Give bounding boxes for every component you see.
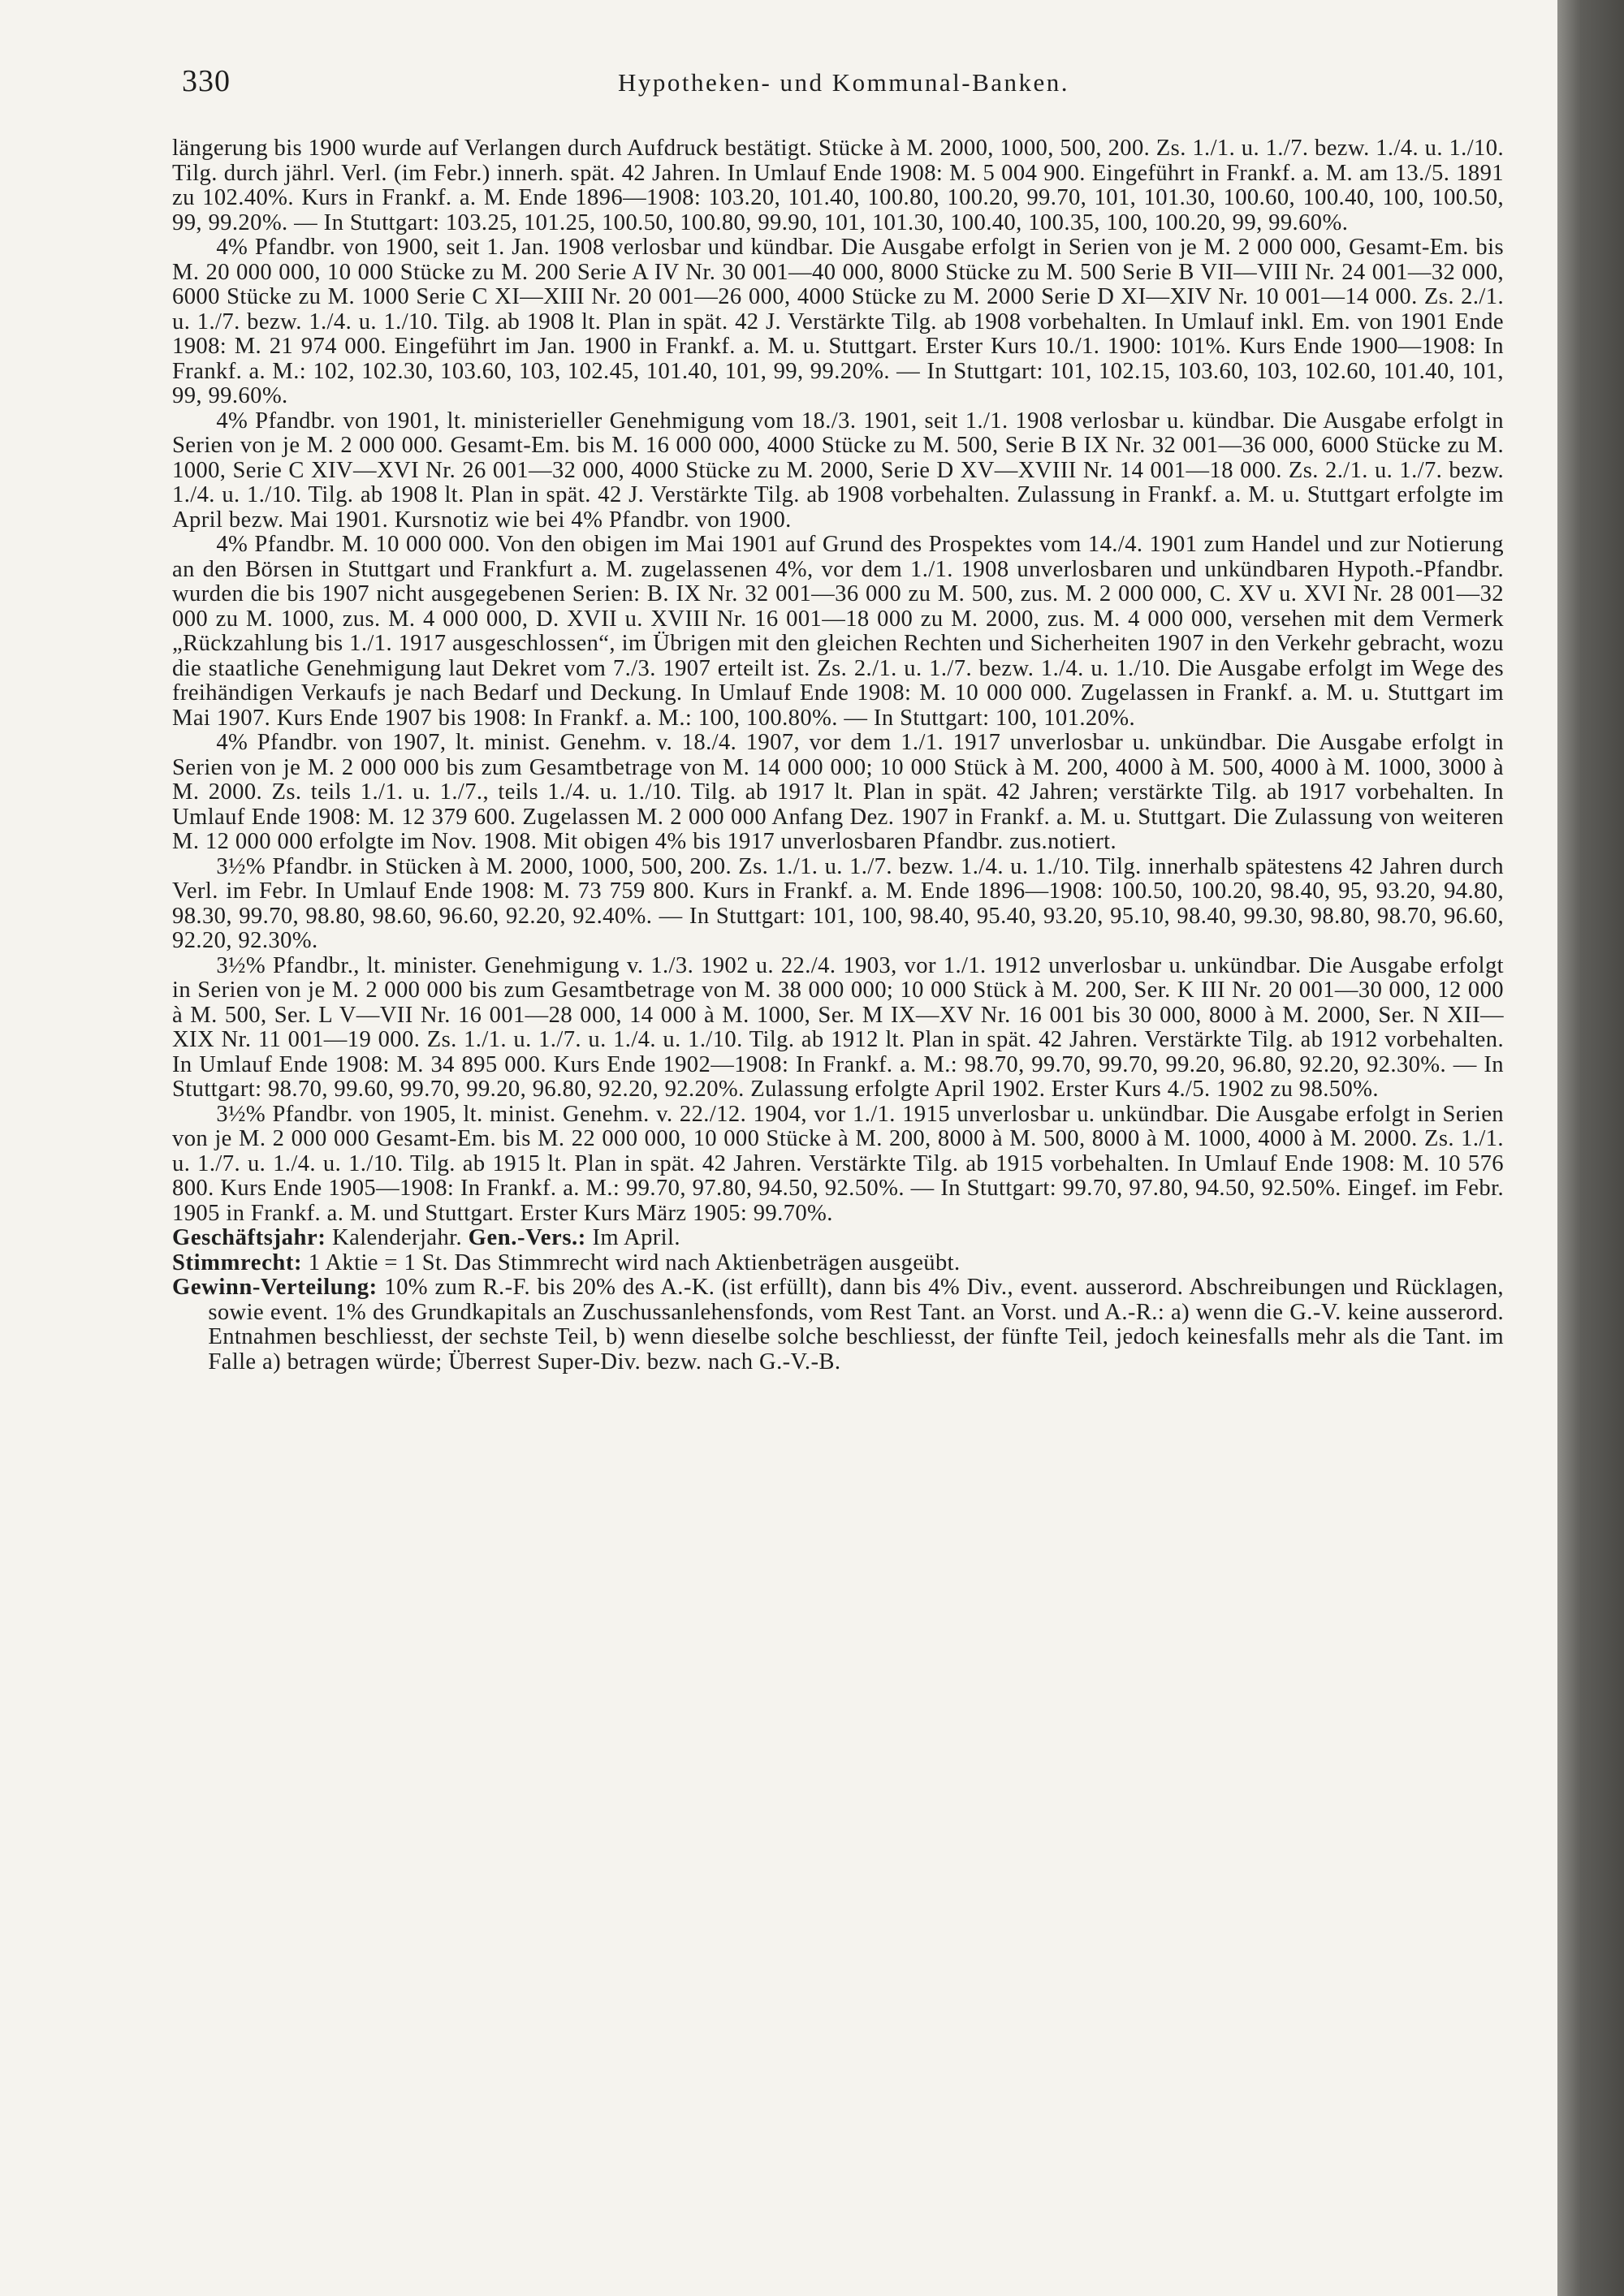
paragraph-pfandbr-3-5-percent-1902: 3½% Pfandbr., lt. minister. Genehmigung v. 1./3. 1902 u. 22./4. 1903, vor 1./1. 1912 unverlosbar u. unkündbar. Die Ausgabe erfolgt in Serien von je M. 2 000 000 bis zum Gesamtbetrage von M. 38 000 000; 10 000 Stück à M. 200, Ser. K III Nr. 20 001—30 000, 12 000 à M. 500, Ser. L V—VII Nr. 16 001—28 000, 14 000 à M. 1000, Ser. M IX—XV Nr. 16 001 bis 30 000, 8000 à M. 2000, Ser. N XII—XIX Nr. 11 001—19 000. Zs. 1./1. u. 1./7. u. 1./4. u. 1./10. Tilg. ab 1912 lt. Plan in spät. 42 Jahren. Verstärkte Tilg. ab 1912 vorbehalten. In Umlauf Ende 1908: M. 34 895 000. Kurs Ende 1902—1908: In Frankf. a. M.: 98.70, 99.70, 99.70, 99.20, 96.80, 92.20, 92.30%. — In Stuttgart: 98.70, 99.60, 99.70, 99.20, 96.80, 92.20, 92.20%. Zulassung erfolgte April 1902. Erster Kurs 4./5. 1902 zu 98.50%. [172,952,1504,1102]
section-text: 10% zum R.-F. bis 20% des A.-K. (ist erfüllt), dann bis 4% Div., event. ausserord. Abschreibungen und Rücklagen, sowie event. 1% des Grundkapitals an Zuschussanlehensfonds, vom Rest Tant. an Vorst. und A.-R.: a) wenn die G.-V. keine ausserord. Entnahmen beschliesst, der sechste Teil, b) wenn dieselbe solche beschliesst, der fünfte Teil, jedoch keinesfalls mehr als die Tant. im Falle a) betragen würde; Überrest Super-Div. bezw. nach G.-V.-B. [208,1275,1504,1375]
page-body [172,136,1504,1375]
section-geschaeftsjahr [172,1226,1504,1251]
paragraph-pfandbr-1901: 4% Pfandbr. von 1901, lt. ministerieller Genehmigung vom 18./3. 1901, seit 1./1. 1908 verlosbar u. kündbar. Die Ausgabe erfolgt in Serien von je M. 2 000 000. Gesamt-Em. bis M. 16 000 000, 4000 Stücke zu M. 500, Serie B IX Nr. 32 001—36 000, 6000 Stücke zu M. 1000, Serie C XIV—XVI Nr. 26 001—32 000, 4000 Stücke zu M. 2000, Serie D XV—XVIII Nr. 14 001—18 000. Zs. 2./1. u. 1./7. bezw. 1./4. u. 1./10. Tilg. ab 1908 lt. Plan in spät. 42 J. Verstärkte Tilg. ab 1908 vorbehalten. Zulassung in Frankf. a. M. u. Stuttgart erfolgte im April bezw. Mai 1901. Kursnotiz wie bei 4% Pfandbr. von 1900. [172,408,1504,533]
page-edge-shadow [1557,0,1624,2296]
section-label: Gen.-Vers.: [468,1225,586,1250]
page-number: 330 [182,64,231,98]
paragraph-pfandbr-3-5-percent: 3½% Pfandbr. in Stücken à M. 2000, 1000, 500, 200. Zs. 1./1. u. 1./7. bezw. 1./4. u. 1./10. Tilg. innerhalb spätestens 42 Jahren durch Verl. im Febr. In Umlauf Ende 1908: M. 73 759 800. Kurs in Frankf. a. M. Ende 1896—1908: 100.50, 100.20, 98.40, 95, 93.20, 94.80, 98.30, 99.70, 98.80, 98.60, 96.60, 92.20, 92.40%. — In Stuttgart: 101, 100, 98.40, 95.40, 93.20, 95.10, 98.40, 99.30, 98.80, 98.70, 96.60, 92.20, 92.30%. [172,853,1504,953]
paragraph-pfandbr-1900: 4% Pfandbr. von 1900, seit 1. Jan. 1908 verlosbar und kündbar. Die Ausgabe erfolgt in Serien von je M. 2 000 000, Gesamt-Em. bis M. 20 000 000, 10 000 Stücke zu M. 200 Serie A IV Nr. 30 001—40 000, 8000 Stücke zu M. 500 Serie B VII—VIII Nr. 24 001—32 000, 6000 Stücke zu M. 1000 Serie C XI—XIII Nr. 20 001—26 000, 4000 Stücke zu M. 2000 Serie D XI—XIV Nr. 10 001—14 000. Zs. 2./1. u. 1./7. bezw. 1./4. u. 1./10. Tilg. ab 1908 lt. Plan in spät. 42 J. Verstärkte Tilg. ab 1908 vorbehalten. In Umlauf inkl. Em. von 1901 Ende 1908: M. 21 974 000. Eingeführt im Jan. 1900 in Frankf. a. M. u. Stuttgart. Erster Kurs 10./1. 1900: 101%. Kurs Ende 1900—1908: In Frankf. a. M.: 102, 102.30, 103.60, 103, 102.45, 101.40, 101, 99, 99.20%. — In Stuttgart: 101, 102.15, 103.60, 103, 102.60, 101.40, 101, 99, 99.60%. [172,235,1504,408]
section-label: Gewinn-Verteilung: [172,1275,378,1300]
section-stimmrecht [172,1251,1504,1276]
section-gewinn-verteilung [172,1275,1504,1375]
section-label: Geschäftsjahr: [172,1225,326,1250]
section-text: 1 Aktie = 1 St. Das Stimmrecht wird nach Aktienbeträgen ausgeübt. [308,1249,961,1275]
running-head: Hypotheken- und Kommunal-Banken. [617,68,1070,97]
paragraph-pfandbr-1907: 4% Pfandbr. von 1907, lt. minist. Genehm. v. 18./4. 1907, vor dem 1./1. 1917 unverlosbar u. unkündbar. Die Ausgabe erfolgt in Serien von je M. 2 000 000 bis zum Gesamtbetrage von M. 14 000 000; 10 000 Stück à M. 200, 4000 à M. 500, 4000 à M. 1000, 3000 à M. 2000. Zs. teils 1./1. u. 1./7., teils 1./4. u. 1./10. Tilg. ab 1917 lt. Plan in spät. 42 Jahren; verstärkte Tilg. ab 1917 vorbehalten. In Umlauf Ende 1908: M. 12 379 600. Zugelassen M. 2 000 000 Anfang Dez. 1907 in Frankf. a. M. u. Stuttgart. Die Zulassung von weiteren M. 12 000 000 erfolgte im Nov. 1908. Mit obigen 4% bis 1917 unverlosbaren Pfandbr. zus.notiert. [172,730,1504,854]
section-text: Kalenderjahr. [332,1225,463,1250]
section-label: Stimmrecht: [172,1249,303,1275]
paragraph-continuation: längerung bis 1900 wurde auf Verlangen durch Aufdruck bestätigt. Stücke à M. 2000, 1000, 500, 200. Zs. 1./1. u. 1./7. bezw. 1./4. u. 1./10. Tilg. durch jährl. Verl. (im Febr.) innerh. spät. 42 Jahren. In Umlauf Ende 1908: M. 5 004 900. Eingeführt in Frankf. a. M. am 13./5. 1891 zu 102.40%. Kurs in Frankf. a. M. Ende 1896—1908: 103.20, 101.40, 100.80, 100.20, 99.70, 101, 101.30, 100.60, 100.40, 100, 100.50, 99, 99.20%. — In Stuttgart: 103.25, 101.25, 100.50, 100.80, 99.90, 101, 101.30, 100.40, 100.35, 100, 100.20, 99, 99.60%. [172,136,1504,235]
section-text: Im April. [592,1225,680,1250]
page-header [182,63,1505,104]
paragraph-pfandbr-10-mio: 4% Pfandbr. M. 10 000 000. Von den obigen im Mai 1901 auf Grund des Prospektes vom 14./4. 1901 zum Handel und zur Notierung an den Börsen in Stuttgart und Frankfurt a. M. zugelassenen 4%, vor dem 1./1. 1908 unverlosbaren und unkündbaren Hypoth.-Pfandbr. wurden die bis 1907 nicht ausgegebenen Serien: B. IX Nr. 32 001—36 000 zu M. 500, zus. M. 2 000 000, C. XV u. XVI Nr. 28 001—32 000 zu M. 1000, zus. M. 4 000 000, D. XVII u. XVIII Nr. 16 001—18 000 zu M. 2000, zus. M. 4 000 000, versehen mit dem Vermerk „Rückzahlung bis 1./1. 1917 ausgeschlossen“, im Übrigen mit den gleichen Rechten und Sicherheiten 1907 in den Verkehr gebracht, wozu die staatliche Genehmigung laut Dekret vom 7./3. 1907 erteilt ist. Zs. 2./1. u. 1./7. bezw. 1./4. u. 1./10. Die Ausgabe erfolgt im Wege des freihändigen Verkaufs je nach Bedarf und Deckung. In Umlauf Ende 1908: M. 10 000 000. Zugelassen in Frankf. a. M. u. Stuttgart im Mai 1907. Kurs Ende 1907 bis 1908: In Frankf. a. M.: 100, 100.80%. — In Stuttgart: 100, 101.20%. [172,532,1504,731]
paragraph-pfandbr-3-5-percent-1905: 3½% Pfandbr. von 1905, lt. minist. Genehm. v. 22./12. 1904, vor 1./1. 1915 unverlosbar u. unkündbar. Die Ausgabe erfolgt in Serien von je M. 2 000 000 Gesamt-Em. bis M. 22 000 000, 10 000 Stücke à M. 200, 8000 à M. 500, 8000 à M. 1000, 4000 à M. 2000. Zs. 1./1. u. 1./7. u. 1./4. u. 1./10. Tilg. ab 1915 lt. Plan in spät. 42 Jahren. Verstärkte Tilg. ab 1915 vorbehalten. In Umlauf Ende 1908: M. 10 576 800. Kurs Ende 1905—1908: In Frankf. a. M.: 99.70, 97.80, 94.50, 92.50%. — In Stuttgart: 99.70, 97.80, 94.50, 92.50%. Eingef. im Febr. 1905 in Frankf. a. M. und Stuttgart. Erster Kurs März 1905: 99.70%. [172,1101,1504,1226]
